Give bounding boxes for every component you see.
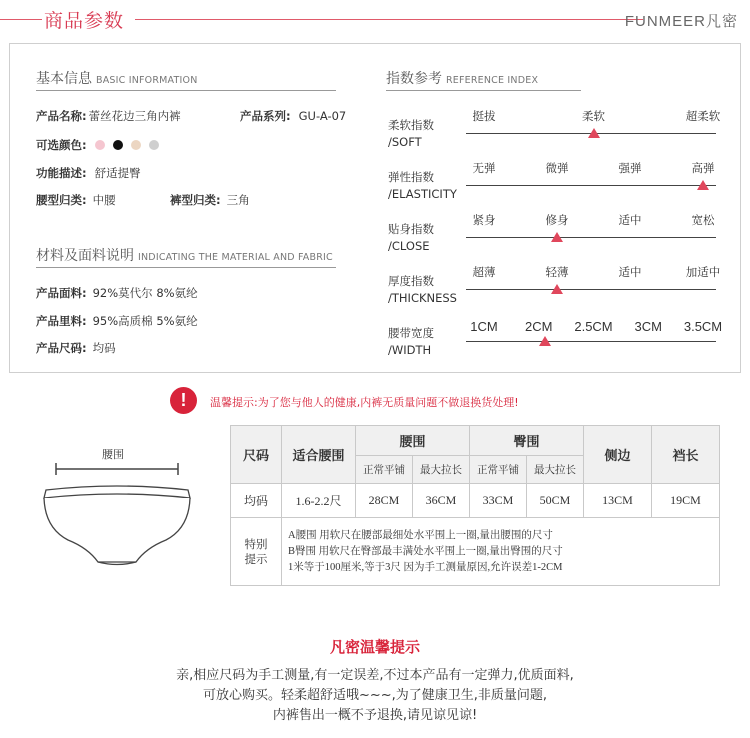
ref-label-cn: 腰带宽度 [388, 326, 434, 340]
color-swatch-1 [95, 140, 105, 150]
ref-label-en: /THICKNESS [388, 291, 457, 305]
reminder-title: 凡密温馨提示 [329, 638, 420, 656]
reminder-line-2: 可放心购买。轻柔超舒适哦~~~,为了健康卫生,非质量问题, [202, 688, 548, 703]
brand-logo: FUNMEER凡密 [624, 13, 738, 30]
ref-label-3 [388, 221, 434, 255]
color-swatch-2 [113, 140, 123, 150]
ref-label-en: /SOFT [388, 135, 422, 149]
header-rule-right [135, 19, 643, 20]
product-size-key: 产品尺码: [36, 341, 87, 355]
inner-fabric-key: 产品里料: [36, 314, 87, 328]
ref-scale-line [466, 341, 716, 342]
ref-tick: 适中 [618, 213, 642, 227]
shape-type-row [170, 192, 250, 208]
shape-type-key: 裤型归类: [170, 193, 221, 207]
cell-fit: 1.6-2.2尺 [282, 484, 356, 518]
header-side: 侧边 [584, 426, 652, 484]
info-box [9, 43, 741, 373]
waist-measure-label: 腰围 [102, 448, 124, 461]
material-rule [36, 267, 336, 268]
outer-fabric-key: 产品面料: [36, 286, 87, 300]
product-name-row [36, 108, 181, 124]
outer-fabric-row [36, 285, 198, 301]
ref-label-1 [388, 117, 434, 151]
basic-info-rule [36, 90, 336, 91]
product-name-key: 产品名称: [36, 109, 87, 123]
product-name-value: 蕾丝花边三角内裤 [88, 109, 181, 123]
outer-fabric-value: 92%莫代尔 8%氨纶 [92, 286, 198, 300]
ref-marker-icon [539, 336, 551, 346]
cell-waist-stretch: 36CM [413, 484, 470, 518]
ref-label-cn: 弹性指数 [388, 170, 434, 184]
ref-tick: 微弹 [545, 161, 569, 175]
note-text [282, 518, 720, 586]
product-series-value: GU-A-07 [298, 109, 347, 123]
basic-info-heading [36, 68, 336, 90]
reminder-text [0, 666, 750, 726]
warning-text: 温馨提示:为了您与他人的健康,内裤无质量问题不做退换货处理! [210, 396, 519, 409]
material-heading [36, 245, 336, 267]
waist-type-row [36, 192, 116, 208]
ref-tick: 修身 [545, 213, 569, 227]
cell-size: 均码 [231, 484, 282, 518]
sub-waist-flat: 正常平铺 [356, 456, 413, 484]
ref-label-5 [388, 325, 434, 359]
header-hip: 臀围 [470, 426, 584, 456]
ref-tick: 宽松 [691, 213, 715, 227]
ref-label-cn: 贴身指数 [388, 222, 434, 236]
ref-label-en: /WIDTH [388, 343, 432, 357]
reference-title-cn: 指数参考 [386, 71, 442, 87]
waist-type-value: 中腰 [92, 193, 116, 207]
basic-info-title-en: BASIC INFORMATION [96, 75, 198, 86]
cell-crotch: 19CM [652, 484, 720, 518]
material-title-cn: 材料及面料说明 [36, 248, 134, 264]
reference-title-en: REFERENCE INDEX [446, 75, 539, 86]
shape-type-value: 三角 [226, 193, 250, 207]
ref-label-2 [388, 169, 457, 203]
color-swatch-3 [131, 140, 141, 150]
top-header [0, 0, 750, 40]
ref-tick: 适中 [618, 265, 642, 279]
header-size: 尺码 [231, 426, 282, 484]
warning-icon: ! [170, 387, 197, 414]
ref-tick: 3.5CM [683, 319, 723, 334]
function-key: 功能描述: [36, 166, 87, 180]
ref-tick: 强弹 [618, 161, 642, 175]
brief-diagram [40, 440, 200, 570]
note-label-line-1: 特别 [244, 536, 268, 551]
colors-row [36, 137, 159, 153]
ref-tick: 超柔软 [685, 109, 721, 123]
cell-waist-flat: 28CM [356, 484, 413, 518]
ref-label-4 [388, 273, 457, 307]
note-label-line-2: 提示 [244, 551, 268, 566]
ref-label-cn: 厚度指数 [388, 274, 434, 288]
material-title-en: INDICATING THE MATERIAL AND FABRIC [138, 252, 333, 263]
ref-label-en: /CLOSE [388, 239, 430, 253]
ref-tick: 加适中 [685, 265, 721, 279]
page-title: 商品参数 [44, 10, 125, 32]
reference-heading [386, 68, 581, 90]
function-row [36, 165, 141, 181]
header-crotch: 裆长 [652, 426, 720, 484]
function-value: 舒适提臀 [94, 166, 141, 180]
ref-tick: 轻薄 [545, 265, 569, 279]
product-size-value: 均码 [92, 341, 116, 355]
ref-tick: 无弹 [472, 161, 496, 175]
ref-tick: 挺拔 [472, 109, 496, 123]
basic-info-title-cn: 基本信息 [36, 71, 92, 87]
size-table [230, 425, 720, 586]
ref-tick: 3CM [634, 319, 662, 334]
colors-key: 可选颜色: [36, 138, 87, 152]
sub-hip-stretch: 最大拉长 [527, 456, 584, 484]
header-waist: 腰围 [356, 426, 470, 456]
ref-tick: 柔软 [582, 109, 605, 123]
header-rule-left [0, 19, 42, 20]
ref-label-cn: 柔软指数 [388, 118, 434, 132]
cell-side: 13CM [584, 484, 652, 518]
ref-scale-line [466, 237, 716, 238]
sub-waist-stretch: 最大拉长 [413, 456, 470, 484]
ref-tick: 1CM [470, 319, 498, 334]
ref-tick: 2CM [525, 319, 553, 334]
product-series-row [240, 108, 346, 124]
cell-hip-stretch: 50CM [527, 484, 584, 518]
color-swatch-4 [149, 140, 159, 150]
color-swatches [87, 138, 159, 152]
waist-type-key: 腰型归类: [36, 193, 87, 207]
note-line-2: B臀围 用软尺在臀部最丰满处水平围上一圈,量出臀围的尺寸 [288, 545, 563, 557]
ref-tick: 紧身 [472, 213, 496, 227]
ref-tick: 超薄 [472, 265, 496, 279]
note-line-1: A腰围 用软尺在腰部最细处水平围上一圈,量出腰围的尺寸 [288, 529, 553, 541]
ref-tick: 2.5CM [574, 319, 613, 334]
ref-marker-icon [551, 232, 563, 242]
inner-fabric-row [36, 313, 198, 329]
header-fit-waist: 适合腰围 [282, 426, 356, 484]
inner-fabric-value: 95%高质棉 5%氨纶 [92, 314, 198, 328]
ref-marker-icon [588, 128, 600, 138]
reminder-line-3: 内裤售出一概不予退换,请见谅见谅! [272, 708, 478, 723]
reminder-line-1: 亲,相应尺码为手工测量,有一定误差,不过本产品有一定弹力,优质面料, [176, 668, 574, 683]
ref-tick: 高弹 [691, 161, 715, 175]
cell-hip-flat: 33CM [470, 484, 527, 518]
note-label [231, 518, 282, 586]
ref-scale-line [466, 185, 716, 186]
ref-label-en: /ELASTICITY [388, 187, 457, 201]
reference-rule [386, 90, 581, 91]
product-series-key: 产品系列: [240, 109, 291, 123]
brief-outline-icon [40, 440, 200, 570]
product-size-row [36, 340, 116, 356]
ref-marker-icon [697, 180, 709, 190]
note-line-3: 1米等于100厘米,等于3尺 因为手工测量原因,允许误差1-2CM [288, 561, 563, 573]
sub-hip-flat: 正常平铺 [470, 456, 527, 484]
table-row [231, 484, 720, 518]
ref-marker-icon [551, 284, 563, 294]
ref-scale-line [466, 289, 716, 290]
